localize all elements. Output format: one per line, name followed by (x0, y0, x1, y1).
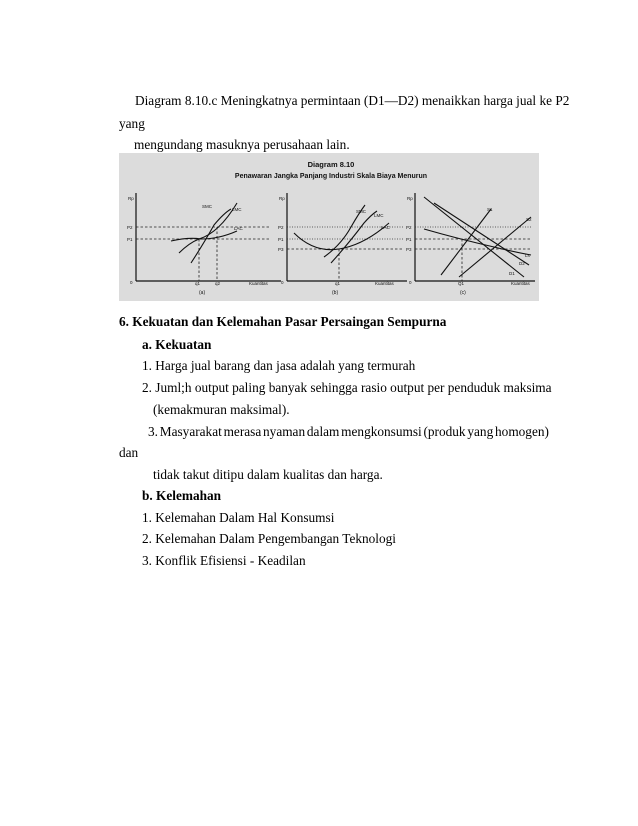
strength-item-3-continued: tidak takut ditipu dalam kualitas dan harga. (153, 467, 383, 482)
panel-b-tag: (b) (332, 290, 339, 296)
panel-c-s1-label: S1 (487, 207, 493, 212)
panel-b-x-label: Kuantitas (375, 281, 394, 286)
panel-c-price-p1: P1 (406, 237, 412, 242)
panel-c-price-p3: P3 (406, 247, 412, 252)
panel-c (406, 193, 535, 296)
panel-a-smc-label: SMC (202, 204, 212, 209)
panel-a (127, 193, 281, 296)
strength-item-3-text: 3. Masyarakat merasa nyaman dalam mengkonsumsi (produk yang homogen) (148, 424, 549, 439)
figure-caption-line-1: Diagram 8.10.c Meningkatnya permintaan (D1—D2) menaikkan harga jual ke P2 (135, 93, 570, 108)
panel-a-y-label: Rp (128, 196, 134, 201)
panel-c-d1-label: D1 (509, 271, 515, 276)
panel-a-price-p1: P1 (127, 237, 133, 242)
weaknesses-title: b. Kelemahan (142, 488, 222, 503)
strength-item-3 (148, 424, 549, 440)
panel-c-d2-label: D2 (519, 261, 525, 266)
weakness-item-3: 3. Konflik Efisiensi - Keadilan (142, 553, 306, 568)
strength-item-1: 1. Harga jual barang dan jasa adalah yang termurah (142, 358, 416, 373)
panel-c-ls-label: Ls (525, 253, 530, 258)
panel-c-q1: Q1 (458, 281, 465, 286)
figure-caption-line-2: yang (119, 116, 145, 131)
panel-b (278, 193, 407, 296)
strengths-title: a. Kekuatan (142, 337, 212, 352)
diagram-title: Diagram 8.10 (307, 160, 355, 169)
panel-b-price-p3: P3 (278, 247, 284, 252)
panel-a-lac-label: LAC (234, 226, 243, 231)
panel-c-y-label: Rp (407, 196, 413, 201)
section-heading: 6. Kekuatan dan Kelemahan Pasar Persaingan Sempurna (119, 314, 447, 329)
panel-b-lmc-label: LMC (374, 213, 384, 218)
weakness-item-2: 2. Kelemahan Dalam Pengembangan Teknologi (142, 531, 396, 546)
panel-c-price-p2: P2 (406, 225, 412, 230)
panel-c-s1-curve (441, 209, 491, 275)
figure-caption-line-3: mengundang masuknya perusahaan lain. (134, 137, 350, 152)
panel-a-q2: q2 (215, 281, 221, 286)
panel-a-lmc-label: LMC (232, 207, 242, 212)
panel-b-price-p2: P2 (278, 225, 284, 230)
panel-b-q1: q1 (335, 281, 341, 286)
panel-b-price-p1: P1 (278, 237, 284, 242)
panel-a-origin: 0 (130, 280, 133, 285)
panel-b-y-label: Rp (279, 196, 285, 201)
panel-a-x-label: Kuantitas (249, 281, 268, 286)
panel-c-origin: 0 (409, 280, 412, 285)
panel-c-tag: (c) (460, 290, 466, 296)
panel-a-tag: (a) (199, 290, 206, 296)
diagram-svg (119, 153, 539, 301)
panel-a-price-p2: P2 (127, 225, 133, 230)
panel-b-lac-label: LAC (381, 225, 390, 230)
panel-a-q1: q1 (195, 281, 201, 286)
panel-c-ls-curve (424, 229, 531, 255)
panel-c-s2-label: S2 (526, 217, 532, 222)
diagram-subtitle: Penawaran Jangka Panjang Industri Skala Biaya Menurun (234, 173, 428, 180)
panel-b-smc-label: SMC (356, 209, 366, 214)
panel-c-d2-curve (434, 203, 529, 265)
panel-b-origin: 0 (281, 280, 284, 285)
diagram-figure (119, 153, 539, 301)
strength-item-2: 2. Juml;h output paling banyak sehingga rasio output per penduduk maksima (142, 380, 552, 395)
strength-item-3-wrap: dan (119, 445, 139, 460)
weakness-item-1: 1. Kelemahan Dalam Hal Konsumsi (142, 510, 335, 525)
strength-item-2-continued: (kemakmuran maksimal). (153, 402, 290, 417)
panel-c-x-label: Kuantitas (511, 281, 530, 286)
panel-a-lac-curve (171, 231, 237, 241)
